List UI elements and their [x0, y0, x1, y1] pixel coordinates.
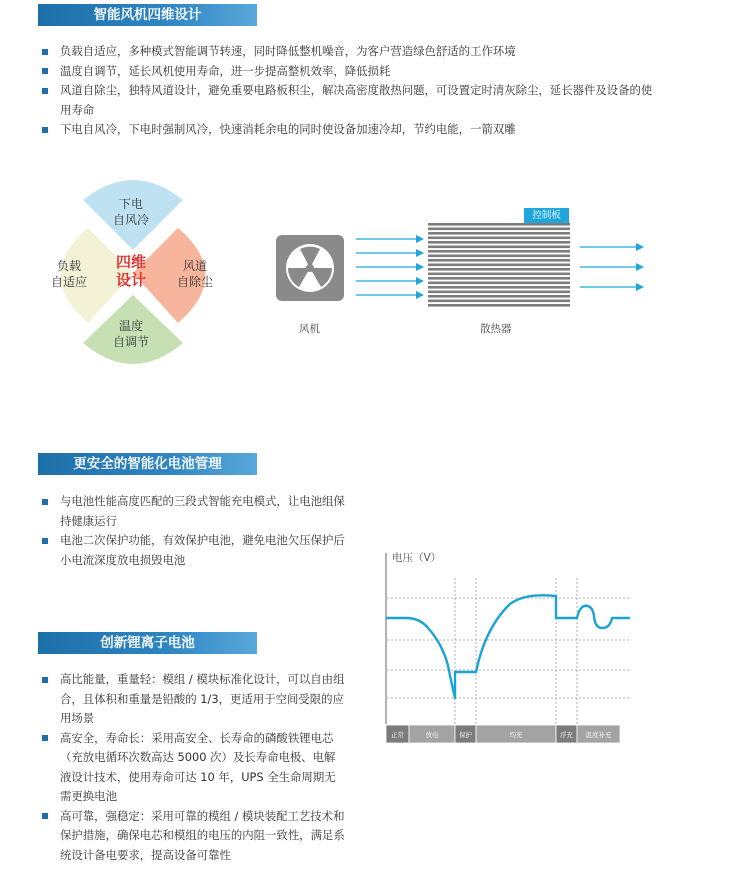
- heatsink-fin: [428, 259, 570, 262]
- heatsink-fin: [428, 282, 570, 285]
- list-item: 高可靠，强稳定：采用可靠的模组 / 模块装配工艺技术和保护措施，确保电芯和模组的电压的内阻一致性，满足系统设计备电要求，提高设备可靠性: [40, 807, 345, 866]
- petal-top-label: 下电 自风冷: [112, 197, 149, 227]
- inlet-arrows: [356, 235, 424, 299]
- segment-label: 正常: [391, 731, 404, 739]
- bullet-square-icon: [42, 677, 48, 683]
- bullet-square-icon: [42, 813, 48, 819]
- gridlines: [387, 578, 630, 724]
- heatsink-fins: [428, 223, 570, 307]
- heatsink-fin: [428, 255, 570, 258]
- heatsink-fin: [428, 223, 570, 226]
- list-item: 负载自适应，多种模式智能调节转速，同时降低整机噪音，为客户营造绿色舒适的工作环境: [40, 42, 660, 62]
- battery-section-title: 更安全的智能化电池管理: [38, 453, 257, 475]
- bullet-square-icon: [42, 68, 48, 74]
- fan-section-title: 智能风机四维设计: [38, 4, 257, 26]
- voltage-chart: [380, 548, 640, 748]
- heatsink-fin: [428, 291, 570, 294]
- heatsink-fin: [428, 295, 570, 298]
- heatsink-fin: [428, 246, 570, 249]
- voltage-curve: [386, 595, 630, 698]
- segment-label: 浮充: [560, 731, 573, 739]
- segment-label: 温度补充: [585, 731, 612, 739]
- list-item: 高比能量，重量轻：模组 / 模块标准化设计，可以自由组合，且体积和重量是铅酸的 1/3，更适用于空间受限的应用场景: [40, 670, 345, 729]
- heatsink-fin: [428, 304, 570, 307]
- heatsink-fin: [428, 273, 570, 276]
- list-item: 下电自风冷，下电时强制风冷，快速消耗余电的同时使设备加速冷却，节约电能，一箭双雕: [40, 120, 660, 140]
- bullet-square-icon: [42, 538, 48, 544]
- petal-left-label: 负载 自适应: [50, 259, 87, 289]
- bullet-square-icon: [42, 127, 48, 133]
- heatsink-fin: [428, 232, 570, 235]
- segment-label: 放电: [425, 731, 439, 739]
- heatsink-fin: [428, 264, 570, 267]
- chart-ylabel: 电压（V）: [392, 552, 442, 564]
- heatsink-fin: [428, 241, 570, 244]
- outlet-arrows: [580, 243, 644, 291]
- heatsink-fin: [428, 277, 570, 280]
- heatsink-fin: [428, 268, 570, 271]
- list-item: 与电池性能高度匹配的三段式智能充电模式，让电池组保持健康运行: [40, 492, 345, 531]
- lithium-section-title: 创新锂离子电池: [38, 632, 257, 654]
- list-item: 风道自除尘，独特风道设计，避免重要电路板积尘，解决高密度散热问题，可设置定时清灰除尘，延长器件及设备的使用寿命: [40, 81, 660, 120]
- fan-caption: 风机: [299, 323, 320, 335]
- airflow-diagram: [270, 205, 650, 315]
- segment-bar: [386, 725, 620, 743]
- list-item: 温度自调节，延长风机使用寿命，进一步提高整机效率，降低损耗: [40, 62, 660, 82]
- list-item: 高安全，寿命长：采用高安全、长寿命的磷酸铁锂电芯（充放电循环次数高达 5000 次）及长寿命电极、电解液设计技术，使用寿命可达 10 年，UPS 全生命周期无需更换电池: [40, 729, 345, 807]
- heatsink-caption: 散热器: [480, 323, 512, 335]
- petal-center-label: 四维 设计: [115, 253, 146, 289]
- petal-right-label: 风道 自除尘: [176, 259, 213, 289]
- bullet-square-icon: [42, 499, 48, 505]
- fan-bullet-list: [40, 42, 660, 140]
- bullet-square-icon: [42, 49, 48, 55]
- heatsink-fin: [428, 300, 570, 303]
- heatsink-fin: [428, 237, 570, 240]
- heatsink-fin: [428, 250, 570, 253]
- list-item: 电池二次保护功能，有效保护电池，避免电池欠压保护后小电流深度放电损毁电池: [40, 531, 345, 570]
- control-board-badge: 控制板: [524, 208, 569, 223]
- lithium-bullet-list: [40, 670, 345, 865]
- segment-label: 保护: [459, 731, 472, 739]
- fan-icon: [286, 244, 334, 292]
- bullet-square-icon: [42, 88, 48, 94]
- heatsink-fin: [428, 286, 570, 289]
- battery-bullet-list: [40, 492, 345, 570]
- segment-label: 均充: [509, 731, 523, 739]
- petal-bottom-label: 温度 自调节: [112, 319, 149, 349]
- heatsink-fin: [428, 228, 570, 231]
- bullet-square-icon: [42, 735, 48, 741]
